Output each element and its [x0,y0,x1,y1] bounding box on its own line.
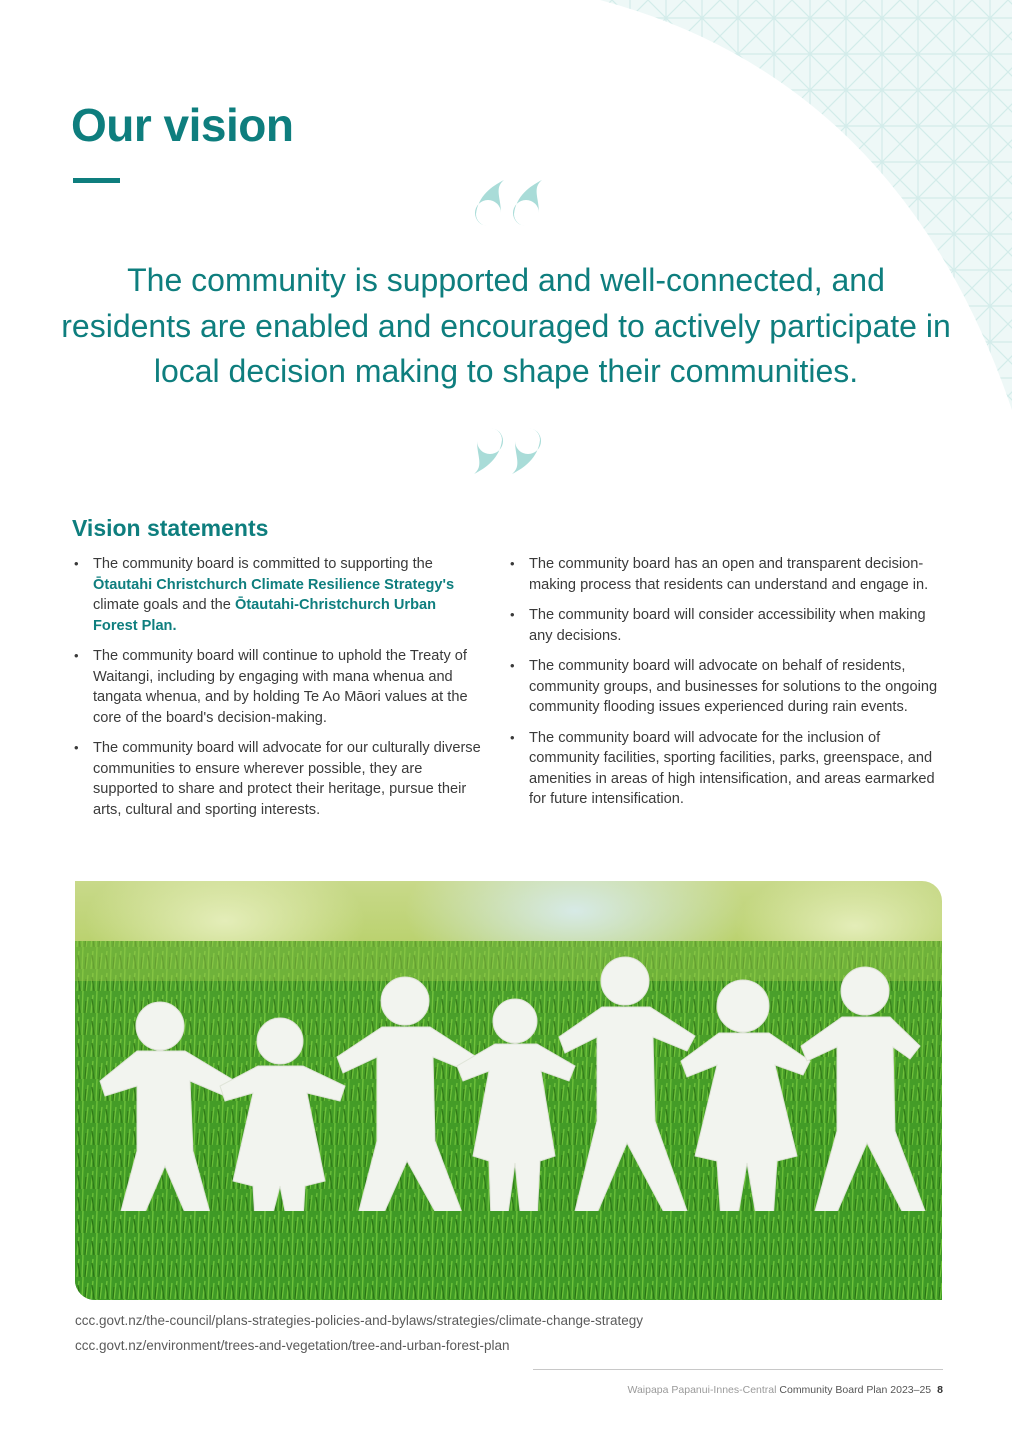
statement-text: The community board will consider accessibility when making any decisions. [529,607,926,644]
statement-text: The community board will advocate on behalf of residents, community groups, and businesses for solutions to the ongoing community flooding issues experienced during rain events. [529,658,938,715]
close-quote-icon [474,428,542,474]
statement-link[interactable]: Ōtautahi Christchurch Climate Resilience Strategy's [93,576,455,593]
vision-statement-item [74,738,484,820]
page-title: Our vision [71,99,294,151]
statement-text: climate goals and the [93,597,235,613]
vision-statement-item [510,656,950,718]
page-footer [627,1384,943,1396]
vision-statement-item [74,554,484,636]
vision-statement-item [510,605,950,646]
page-number: 8 [937,1384,943,1396]
statement-link[interactable]: Ōtautahi-Christchurch Urban Forest Plan. [93,597,437,634]
statement-text: The community board will advocate for our culturally diverse communities to ensure wherever possible, they are supported to share and protect their heritage, pursue their arts, cultural and sporting interests. [93,740,481,818]
title-underline [73,178,120,183]
vision-statements-heading: Vision statements [72,515,269,541]
paper-chain-people-photo [75,881,942,1300]
statement-text: The community board is committed to supporting the [93,556,433,572]
vision-statements-right-list [510,554,950,820]
footnote-link-climate-strategy[interactable]: ccc.govt.nz/the-council/plans-strategies-policies-and-bylaws/strategies/climate-change-strategy [75,1313,644,1328]
vision-statements-left-list [74,554,484,830]
statement-text: The community board will advocate for the inclusion of community facilities, sporting facilities, parks, greenspace, and amenities in areas of high intensification, and areas earmarked for future intensification. [529,729,935,807]
vision-statement-item [510,554,950,595]
footer-doc-title: Community Board Plan 2023–25 [779,1384,932,1396]
statement-text: The community board has an open and transparent decision-making process that residents can understand and engage in. [529,556,929,593]
vision-statement-item [74,646,484,728]
footnote-link-urban-forest-plan[interactable]: ccc.govt.nz/environment/trees-and-vegetation/tree-and-urban-forest-plan [75,1338,510,1353]
open-quote-icon [474,180,542,226]
vision-quote: The community is supported and well-connected, and residents are enabled and encouraged to actively participate in local decision making to shape their communities. [61,262,951,389]
vision-statement-item [510,728,950,810]
statement-text: The community board will continue to uphold the Treaty of Waitangi, including by engaging with mana whenua and tangata whenua, and by holding Te Ao Māori values at the core of the board's decision-making. [93,648,468,726]
footer-divider [533,1369,943,1370]
footer-board-name: Waipapa Papanui-Innes-Central [627,1384,777,1396]
